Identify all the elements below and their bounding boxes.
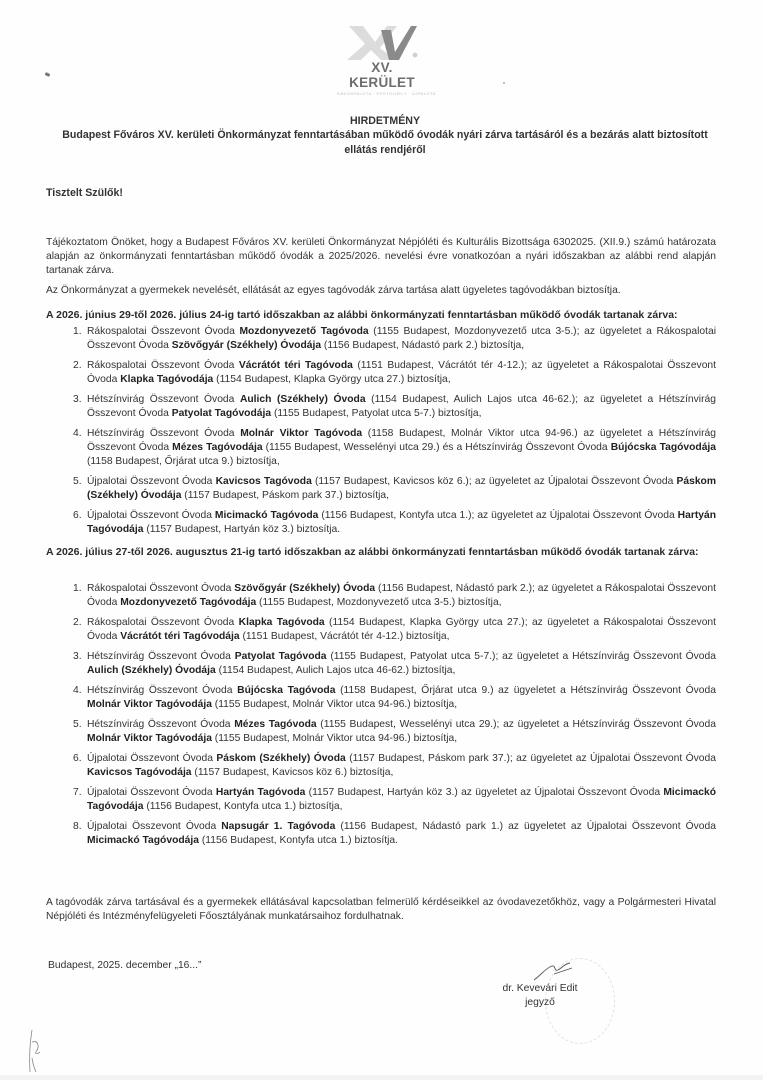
list-item-number: 4. [73,428,82,439]
list-item [73,616,716,644]
greeting: Tisztelt Szülők! [46,187,123,199]
list-item [73,718,716,746]
list-item-fragment: (1157 Budapest, Hartyán köz 3.) biztosítja. [143,524,341,535]
list-item-number: 1. [73,583,82,594]
list-item [73,359,716,387]
initials-scribble-icon [24,1028,50,1074]
kindergarten-name: Páskom (Székhely) Óvoda [216,753,346,764]
logo-subtitle: RÁKOSPALOTA · PESTÚJHELY · ÚJPALOTA [337,91,437,96]
list-item-text [87,475,716,503]
scan-edge [0,1075,763,1080]
list-item-fragment: (1156 Budapest, Kontyfa utca 1.) biztosítja, [143,801,343,812]
kindergarten-name: Molnár Viktor Tagóvoda [240,428,363,439]
list-item-fragment: Rákospalotai Összevont Óvoda [87,583,235,594]
list-item-fragment: (1157 Budapest, Kavicsos köz 6.) biztosítja, [191,767,394,778]
list-item-number: 8. [73,821,82,832]
list-item-fragment: Rákospalotai Összevont Óvoda [87,326,240,337]
list-item-fragment: (1158 Budapest, Molnár Viktor utca 94-96.) az ügyeletet a Hétszínvirág Összevont Óvoda [87,428,716,453]
list-item-fragment: Hétszínvirág Összevont Óvoda [87,651,235,662]
list-item-fragment: (1156 Budapest, Nádastó park 1.) az ügyeletet az Újpalotai Összevont Óvoda [335,821,716,832]
section-heading: A 2026. július 27-től 2026. augusztus 21-ig tartó időszakban az alábbi önkormányzati fenntartásban működő óvodák tartanak zárva: [46,546,699,558]
logo-title: XV. KERÜLET [349,60,415,90]
list-item-text [87,786,716,814]
list-item-number: 5. [73,476,82,487]
list-item-fragment: (1154 Budapest, Klapka György utca 27.) biztosítja, [213,374,451,385]
list-item-number: 3. [73,394,82,405]
kindergarten-name: Hartyán Tagóvodája [87,510,716,535]
list-item [73,509,716,537]
list-item-fragment: (1155 Budapest, Wesselényi utca 29.) és a Hétszínvirág Összevont Óvoda [262,442,611,453]
list-item-fragment: (1154 Budapest, Klapka György utca 27.); az ügyeletet a Rákospalotai Összevont Óvoda [87,617,717,642]
kindergarten-name: Klapka Tagóvodája [120,374,214,385]
list-item-text [87,684,716,712]
kindergarten-name: Napsugár 1. Tagóvoda [221,821,336,832]
list-item [73,475,716,503]
list-item-fragment: (1154 Budapest, Aulich Lajos utca 46-62.); az ügyeletet a Hétszínvirág Összevont Óvoda [87,394,716,419]
scan-dot [503,82,505,84]
list-item-number: 6. [73,753,82,764]
signatory-name: dr. Kevevári Edit [502,983,578,994]
kindergarten-name: Hartyán Tagóvoda [215,787,306,798]
kindergarten-name: Patyolat Tagóvoda [234,651,327,662]
list-item-fragment: Újpalotai Összevont Óvoda [87,476,216,487]
list-item-fragment: (1156 Budapest, Nádastó park 2.); az ügyeletet a Rákospalotai Összevont Óvoda [87,583,716,608]
list-item-text [87,820,716,848]
kindergarten-name: Kavicsos Tagóvoda [215,476,312,487]
list-item-fragment: (1157 Budapest, Kavicsos köz 6.); az ügyeletet az Újpalotai Összevont Óvoda [311,476,677,487]
kindergarten-name: Szövőgyár (Székhely) Óvodája [171,340,322,351]
list-item-fragment: (1155 Budapest, Mozdonyvezető utca 3-5.) biztosítja, [256,597,502,608]
kindergarten-name: Mozdonyvezető Tagóvodája [120,597,257,608]
list-item-fragment: (1157 Budapest, Páskom park 37.); az ügyeletet az Újpalotai Összevont Óvoda [345,753,716,764]
list-item-number: 3. [73,651,82,662]
list-item-fragment: Újpalotai Összevont Óvoda [87,753,217,764]
intro-paragraph: Tájékoztatom Önöket, hogy a Budapest Főváros XV. kerületi Önkormányzat Népjóléti és Kulturális Bizottsága 6302025. (XII.9.) számú határozata alapján az önkormányzati fenntartásban működő óvodák a 2025/2026. nevelési évre vonatkozóan a nyári időszakban az alábbi rend alapján tartanak zárva. [46,237,716,276]
list-item-fragment: (1157 Budapest, Páskom park 37.) biztosítja, [181,490,389,501]
intro-paragraph: Az Önkormányzat a gyermekek nevelését, ellátását az egyes tagóvodák zárva tartása alatt ügyeletes tagóvodákban biztosítja. [46,285,621,296]
kindergarten-name: Aulich (Székhely) Óvodája [87,665,216,676]
list-item [73,325,716,353]
kindergarten-name: Patyolat Tagóvodája [171,408,272,419]
list-item-fragment: Újpalotai Összevont Óvoda [87,821,222,832]
kindergarten-name: Szövőgyár (Székhely) Óvoda [234,583,376,594]
list-item-fragment: (1155 Budapest, Wesselényi utca 29.); az ügyeletet a Hétszínvirág Összevont Óvoda [316,719,716,730]
kindergarten-name: Aulich (Székhely) Óvoda [239,394,366,405]
list-item-number: 6. [73,510,82,521]
kindergarten-name: Molnár Viktor Tagóvodája [87,733,212,744]
list-item-fragment: Újpalotai Összevont Óvoda [87,787,216,798]
list-item-fragment: Rákospalotai Összevont Óvoda [87,360,239,371]
xv-logo-icon [345,22,419,62]
list-item-text [87,359,716,387]
kindergarten-name: Mozdonyvezető Tagóvoda [239,326,369,337]
list-item-number: 5. [73,719,82,730]
list-item [73,582,716,610]
list-item-fragment: (1156 Budapest, Kontyfa utca 1.); az ügyeletet az Újpalotai Összevont Óvoda [318,510,678,521]
list-item-fragment: (1158 Budapest, Őrjárat utca 9.) az ügyeletet a Hétszínvirág Összevont Óvoda [335,685,716,696]
kindergarten-name: Vácrátót téri Tagóvoda [238,360,353,371]
list-item-text [87,718,716,746]
list-item [73,752,716,780]
kindergarten-name: Micimackó Tagóvodája [87,835,199,846]
kindergarten-name: Molnár Viktor Tagóvodája [87,699,212,710]
list-item [73,786,716,814]
kindergarten-name: Micimackó Tagóvoda [214,510,319,521]
closing-paragraph: A tagóvodák zárva tartásával és a gyermekek ellátásával kapcsolatban felmerülő kérdéseikkel az óvodavezetőkhöz, vagy a Polgármesteri Hivatal Népjóléti és Intézményfelügyeleti Főosztályának munkatársaihoz fordulhatnak. [46,897,716,922]
list-item-fragment: Hétszínvirág Összevont Óvoda [87,719,235,730]
date-line: Budapest, 2025. december „16...” [48,960,202,971]
list-item-text [87,509,716,537]
list-item [73,820,716,848]
list-item-fragment: Hétszínvirág Összevont Óvoda [87,428,241,439]
kindergarten-name: Micimackó Tagóvodája [87,787,716,812]
list-item-fragment: (1156 Budapest, Kontyfa utca 1.) biztosítja. [198,835,398,846]
list-item [73,650,716,678]
kindergarten-name: Bújócska Tagóvodája [610,442,717,453]
scan-speck [45,72,51,77]
list-item-number: 1. [73,326,82,337]
list-item [73,427,716,469]
kindergarten-name: Vácrátót téri Tagóvodája [120,631,240,642]
list-item-text [87,393,716,421]
signatory [500,982,580,1010]
signatory-title: jegyző [525,997,555,1008]
list-item-text [87,752,716,780]
list-item-text [87,616,716,644]
notice-title: HIRDETMÉNY [349,115,421,127]
list-item-fragment: (1155 Budapest, Mozdonyvezető utca 3-5.); az ügyeletet a Rákospalotai Összevont Óvoda [87,326,716,351]
list-item [73,393,716,421]
list-item-fragment: (1154 Budapest, Aulich Lajos utca 46-62.) biztosítja, [215,665,456,676]
list-item-fragment: (1155 Budapest, Patyolat utca 5-7.) biztosítja, [271,408,482,419]
list-item-fragment: Rákospalotai Összevont Óvoda [87,617,239,628]
list-item-number: 7. [73,787,82,798]
kindergarten-name: Páskom (Székhely) Óvodája [87,476,716,501]
list-item-fragment: (1155 Budapest, Molnár Viktor utca 94-96.) biztosítja, [211,733,458,744]
section-heading: A 2026. június 29-től 2026. július 24-ig tartó időszakban az alábbi önkormányzati fenntartásban működő óvodák tartanak zárva: [46,309,678,321]
kindergarten-name: Mézes Tagóvoda [234,719,317,730]
notice-subtitle: Budapest Főváros XV. kerületi Önkormányzat fenntartásában működő óvodák nyári zárva tartásáról és a bezárás alatt biztosított ellátás rendjéről [62,129,708,156]
list-item-fragment: (1151 Budapest, Vácrátót tér 4-12.); az ügyeletet a Rákospalotai Összevont Óvoda [87,360,717,385]
kindergarten-name: Klapka Tagóvoda [238,617,325,628]
list-item-number: 2. [73,617,82,628]
closure-list [73,325,716,537]
list-item-fragment: Hétszínvirág Összevont Óvoda [87,685,238,696]
list-item-number: 4. [73,685,82,696]
list-item-text [87,427,716,469]
list-item [73,684,716,712]
kindergarten-name: Mézes Tagóvodája [172,442,263,453]
signature-scribble-icon [532,960,574,984]
closure-list [73,582,716,848]
list-item-fragment: (1157 Budapest, Hartyán köz 3.) az ügyeletet az Újpalotai Összevont Óvoda [305,787,664,798]
list-item-fragment: (1155 Budapest, Molnár Viktor utca 94-96.) biztosítja, [211,699,458,710]
list-item-text [87,325,716,353]
kindergarten-name: Kavicsos Tagóvodája [87,767,192,778]
list-item-text [87,582,716,610]
district-logo [337,22,437,96]
list-item-fragment: (1155 Budapest, Patyolat utca 5-7.); az ügyeletet a Hétszínvirág Összevont Óvoda [326,651,716,662]
list-item-fragment: Újpalotai Összevont Óvoda [87,510,215,521]
list-item-fragment: (1151 Budapest, Vácrátót tér 4-12.) biztosítja, [239,631,450,642]
list-item-text [87,650,716,678]
kindergarten-name: Bújócska Tagóvoda [237,685,336,696]
list-item-fragment: Hétszínvirág Összevont Óvoda [87,394,240,405]
list-item-fragment: (1156 Budapest, Nádastó park 2.) biztosítja, [321,340,525,351]
list-item-number: 2. [73,360,82,371]
list-item-fragment: (1158 Budapest, Őrjárat utca 9.) biztosítja, [87,456,280,467]
